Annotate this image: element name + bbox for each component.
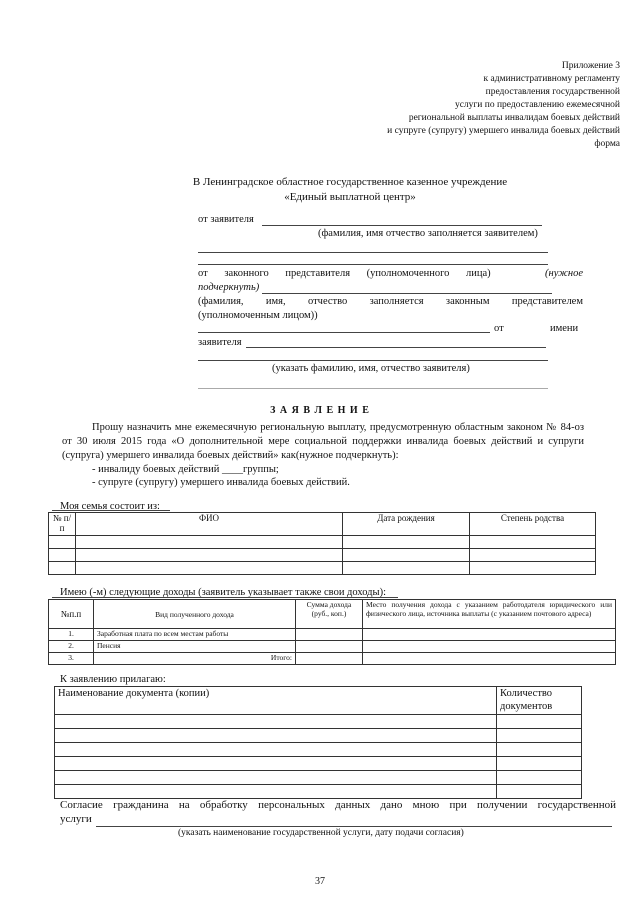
family-col-name: ФИО bbox=[76, 513, 343, 536]
applicant-line-2[interactable] bbox=[198, 252, 548, 253]
table-row[interactable] bbox=[55, 743, 582, 757]
income-col-sum: Сумма дохода (руб., коп.) bbox=[296, 600, 363, 629]
table-row[interactable] bbox=[55, 715, 582, 729]
family-header-row bbox=[49, 513, 596, 536]
documents-col-count bbox=[497, 687, 582, 715]
documents-table bbox=[54, 686, 582, 799]
income-row-label: Пенсия bbox=[94, 641, 296, 653]
representative-hint-2: (уполномоченным лицом)) bbox=[198, 310, 318, 321]
appendix-line: предоставления государственной bbox=[485, 87, 620, 97]
representative-italic-2: подчеркнуть) bbox=[198, 282, 260, 293]
family-col-num: № п/п bbox=[49, 513, 76, 536]
table-row[interactable] bbox=[49, 629, 616, 641]
table-row[interactable] bbox=[49, 536, 596, 549]
representative-applicant-label: заявителя bbox=[198, 337, 242, 348]
applicant-hint: (фамилия, имя отчество заполняется заявителем) bbox=[318, 228, 538, 239]
appendix-line: услуги по предоставлению ежемесячной bbox=[454, 100, 620, 110]
statement-option1: - инвалиду боевых действий ____группы; bbox=[92, 464, 279, 475]
institution-line1: В Ленинградское областное государственное казенное учреждение bbox=[192, 176, 508, 188]
documents-col-name: Наименование документа (копии) bbox=[55, 687, 497, 715]
income-col-num: №п.п bbox=[49, 600, 94, 629]
representative-applicant-line-2[interactable] bbox=[198, 360, 548, 361]
consent-fill-line[interactable] bbox=[96, 826, 612, 827]
income-row-label: Заработная плата по всем местам работы bbox=[94, 629, 296, 641]
family-col-relation: Степень родства bbox=[470, 513, 596, 536]
table-row[interactable] bbox=[55, 771, 582, 785]
income-row-num: 1. bbox=[49, 629, 94, 641]
income-row-num: 2. bbox=[49, 641, 94, 653]
appendix-header bbox=[300, 60, 620, 151]
income-col-source: Место получения дохода с указанием работодателя юридического или физического лица, источника выплаты (с указанием почтового адреса) bbox=[363, 600, 616, 629]
table-row[interactable] bbox=[49, 641, 616, 653]
representative-hint-1: (фамилия, имя, отчество заполняется законным представителем bbox=[198, 296, 583, 307]
income-col-type: Вид полученного дохода bbox=[94, 600, 296, 629]
representative-line-2[interactable] bbox=[198, 332, 490, 333]
documents-caption: К заявлению прилагаю: bbox=[60, 674, 166, 685]
table-row[interactable] bbox=[49, 562, 596, 575]
appendix-line: Приложение 3 bbox=[561, 61, 620, 71]
family-col-birth: Дата рождения bbox=[343, 513, 470, 536]
table-row[interactable] bbox=[55, 785, 582, 799]
consent-line1: Согласие гражданина на обработку персональных данных дано мною при получении государственной bbox=[60, 799, 616, 811]
appendix-line: региональной выплаты инвалидам боевых действий bbox=[408, 113, 620, 123]
representative-italic: (нужное bbox=[545, 268, 583, 279]
documents-col-count-line1: Количество bbox=[500, 688, 553, 699]
consent-hint: (указать наименование государственной услуги, дату подачи согласия) bbox=[178, 828, 464, 838]
documents-header-row bbox=[55, 687, 582, 715]
consent-line2: услуги bbox=[60, 813, 92, 825]
appendix-line: и супруге (супругу) умершего инвалида боевых действий bbox=[387, 126, 620, 136]
income-row-num: 3. bbox=[49, 653, 94, 665]
table-row[interactable] bbox=[49, 549, 596, 562]
income-table bbox=[48, 599, 616, 665]
family-table bbox=[48, 512, 596, 575]
representative-from: от bbox=[494, 323, 504, 334]
income-row-label: Итого: bbox=[94, 653, 296, 665]
representative-applicant-line[interactable] bbox=[246, 347, 546, 348]
statement-paragraph: Прошу назначить мне ежемесячную региональную выплату, предусмотренную областным законом № 84-оз от 30 июля 2015 года «О дополнительной мере социальной поддержки инвалида боевых действий и супруги (супруга) умершего инвалида боевых действий» как(нужное подчеркнуть): bbox=[62, 422, 584, 461]
applicant-name-line[interactable] bbox=[262, 225, 542, 226]
representative-label: от законного представителя (уполномоченного лица) bbox=[198, 268, 491, 279]
representative-divider bbox=[198, 388, 548, 389]
table-row[interactable] bbox=[49, 653, 616, 665]
institution-line2: «Единый выплатной центр» bbox=[284, 191, 416, 203]
applicant-from-label: от заявителя bbox=[198, 214, 254, 225]
income-caption: Имею (-м) следующие доходы (заявитель указывает также свои доходы): bbox=[60, 587, 386, 598]
representative-name-word: имени bbox=[550, 323, 579, 334]
family-caption-line bbox=[52, 510, 170, 511]
representative-line1 bbox=[198, 267, 583, 281]
documents-col-count-line2: документов bbox=[500, 701, 553, 712]
statement-option2: - супруге (супругу) умершего инвалида боевых действий. bbox=[92, 477, 350, 488]
statement-title: З А Я В Л Е Н И Е bbox=[270, 405, 370, 416]
institution-block bbox=[150, 175, 550, 205]
representative-applicant-hint: (указать фамилию, имя, отчество заявителя) bbox=[272, 363, 470, 374]
table-row[interactable] bbox=[55, 757, 582, 771]
representative-name-line[interactable] bbox=[262, 293, 552, 294]
income-header-row bbox=[49, 600, 616, 629]
income-caption-line bbox=[52, 597, 398, 598]
applicant-line-3[interactable] bbox=[198, 264, 548, 265]
table-row[interactable] bbox=[55, 729, 582, 743]
page-number: 37 bbox=[315, 876, 325, 887]
appendix-line: к административному регламенту bbox=[483, 74, 620, 84]
family-caption: Моя семья состоит из: bbox=[60, 501, 160, 512]
appendix-line: форма bbox=[594, 139, 620, 149]
